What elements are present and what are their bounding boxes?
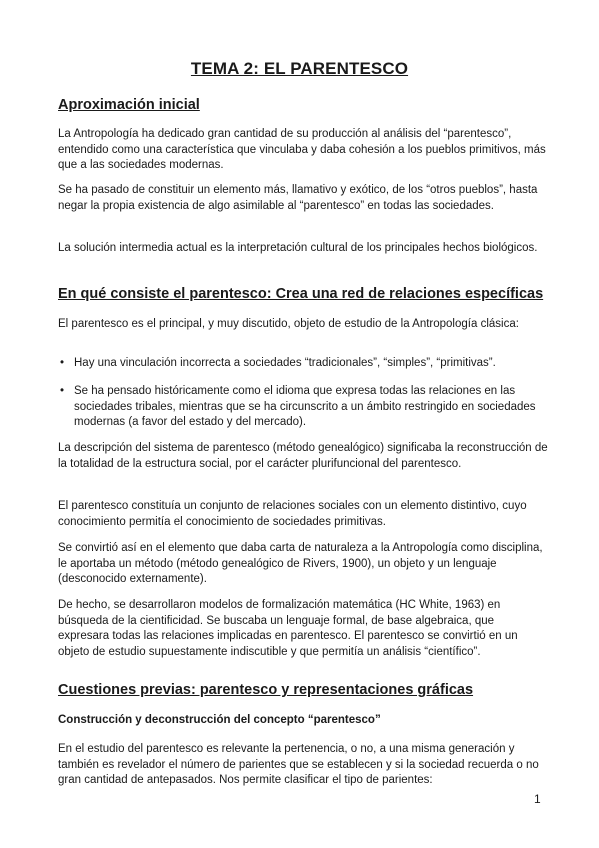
paragraph: La descripción del sistema de parentesco (método genealógico) significaba la reconstrucción de la totalidad de la estructura social, por el carácter plurifuncional del parentesco. [58, 442, 548, 470]
paragraph: En el estudio del parentesco es relevante la pertenencia, o no, a una misma generación y también es revelador el número de parientes que se establecen y si la sociedad recuerda o no gran cantidad de antepasados. Nos permite clasificar el tipo de parientes: [58, 743, 539, 786]
paragraph: El parentesco es el principal, y muy discutido, objeto de estudio de la Antropología clásica: [58, 318, 519, 330]
list-item-text: Hay una vinculación incorrecta a sociedades “tradicionales”, “simples”, “primitivas”. [74, 357, 496, 369]
subsection-heading: Construcción y deconstrucción del concepto “parentesco” [58, 714, 381, 726]
bullet-icon: • [60, 357, 65, 369]
paragraph: El parentesco constituía un conjunto de relaciones sociales con un elemento distintivo, cuyo conocimiento permitía el conocimiento de sociedades primitivas. [58, 500, 527, 528]
paragraph: La Antropología ha dedicado gran cantidad de su producción al análisis del “parentesco”, entendido como una característica que vinculaba y daba cohesión a los pueblos primitivos, más que a las sociedades modernas. [58, 128, 546, 171]
document-title: TEMA 2: EL PARENTESCO [190, 59, 409, 78]
bullet-icon: • [60, 385, 65, 397]
section-heading-en-que-consiste: En qué consiste el parentesco: Crea una red de relaciones específicas [58, 286, 544, 302]
section-heading-cuestiones-previas: Cuestiones previas: parentesco y representaciones gráficas [58, 682, 474, 698]
paragraph: Se convirtió así en el elemento que daba carta de naturaleza a la Antropología como disciplina, le aportaba un método (método genealógico de Rivers, 1900), un objeto y un lenguaje (desconocido externamente). [58, 542, 543, 585]
paragraph: De hecho, se desarrollaron modelos de formalización matemática (HC White, 1963) en búsqueda de la cientificidad. Se buscaba un lenguaje formal, de base algebraica, que expresara todas las relaciones implicadas en parentesco. El parentesco se convirtió en un objeto de estudio supuestamente indiscutible y que permitía un análisis “científico”. [58, 599, 518, 658]
page-number: 1 [534, 792, 541, 806]
list-item-text: Se ha pensado históricamente como el idioma que expresa todas las relaciones en las sociedades tribales, mientras que se ha circunscrito a un ámbito restringido en sociedades modernas (a favor del estado y del mercado). [74, 385, 536, 428]
paragraph: Se ha pasado de constituir un elemento más, llamativo y exótico, de los “otros pueblos”, hasta negar la propia existencia de algo asimilable al “parentesco” en todas las sociedades. [58, 184, 538, 212]
section-heading-aproximacion: Aproximación inicial [58, 97, 200, 113]
paragraph: La solución intermedia actual es la interpretación cultural de los principales hechos biológicos. [58, 242, 538, 254]
